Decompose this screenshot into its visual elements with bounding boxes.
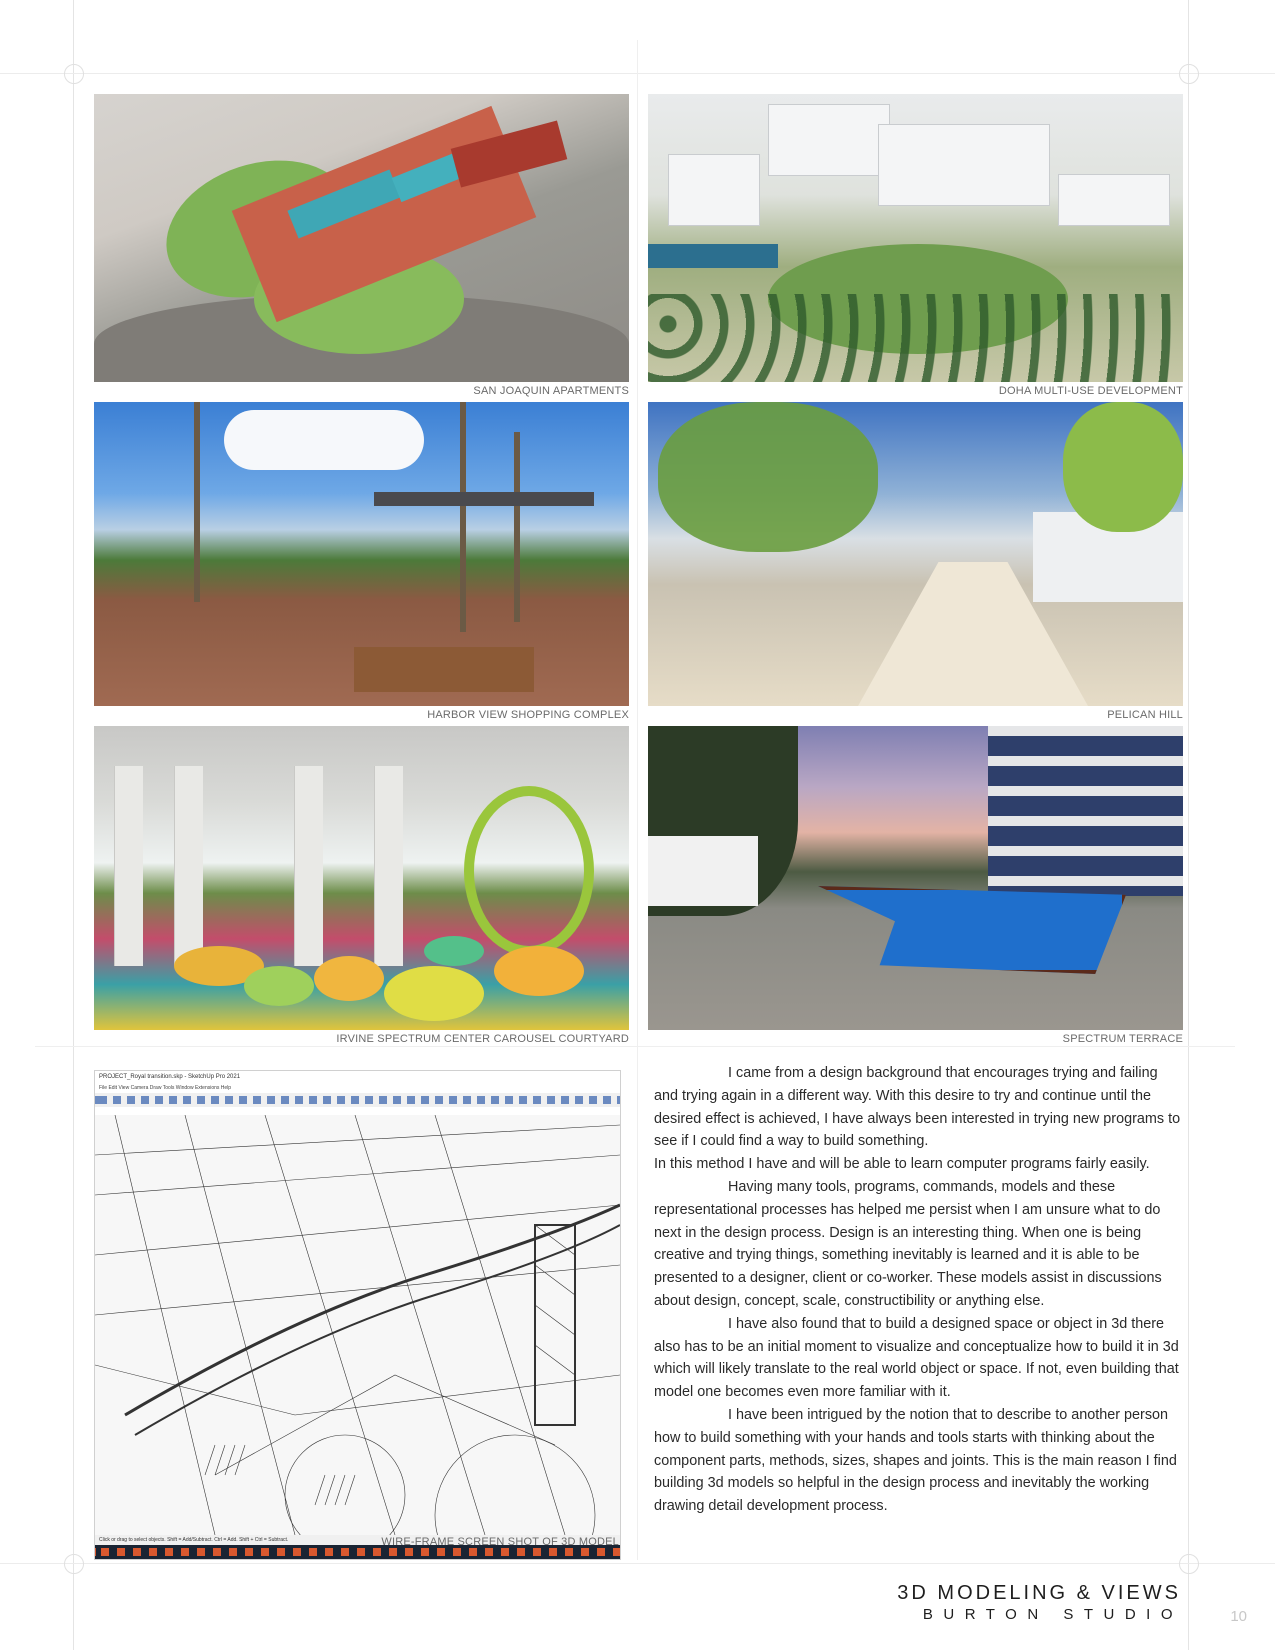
toolbar bbox=[95, 1093, 620, 1107]
guide-line bbox=[73, 0, 74, 1650]
registration-mark bbox=[1179, 64, 1199, 84]
harbor-view-image bbox=[94, 402, 629, 706]
window-title: PROJECT_Royal transition.skp - SketchUp Pro 2021 bbox=[99, 1074, 241, 1080]
pelican-hill-image bbox=[648, 402, 1183, 706]
image-caption: SAN JOAQUIN APARTMENTS bbox=[473, 385, 629, 397]
section-title: 3D MODELING & VIEWS bbox=[897, 1582, 1181, 1604]
row-guide bbox=[35, 1046, 1235, 1047]
spectrum-terrace-image bbox=[648, 726, 1183, 1030]
body-text bbox=[654, 1062, 1184, 1518]
guide-line bbox=[1188, 0, 1189, 1650]
paragraph: I came from a design background that encourages trying and failing and trying again in a different way. With this desire to try and continue until the desired effect is achieved, I have always been interested in trying new programs to see if I could find a way to build something. bbox=[654, 1065, 1181, 1150]
paragraph: In this method I have and will be able to learn computer programs fairly easily. bbox=[654, 1156, 1150, 1173]
registration-mark bbox=[1179, 1554, 1199, 1574]
registration-mark bbox=[64, 1554, 84, 1574]
wireframe-screenshot bbox=[94, 1070, 621, 1560]
paragraph: I have been intrigued by the notion that to describe to another person how to build something with your hands and tools starts with thinking about the component parts, methods, sizes, shapes and joints. This is the main reason I find building 3d models so helpful in the design process and inevitably the working drawing detail development process. bbox=[654, 1406, 1177, 1515]
guide-line bbox=[0, 1563, 1275, 1564]
irvine-carousel-courtyard-image bbox=[94, 726, 629, 1030]
studio-name: BURTON STUDIO bbox=[922, 1606, 1183, 1623]
image-caption: SPECTRUM TERRACE bbox=[1062, 1033, 1183, 1045]
paragraph: Having many tools, programs, commands, models and these representational processes has helped me persist when I am unsure what to do next in the design process. Design is an interesting thing. When one is being creative and trying things, something inevitably is learned and it is able to be presented to a designer, client or co-worker. These models assist in discussions about design, concept, scale, constructibility or anything else. bbox=[654, 1178, 1162, 1309]
registration-mark bbox=[64, 64, 84, 84]
image-caption: DOHA MULTI-USE DEVELOPMENT bbox=[998, 385, 1183, 397]
paragraph: I have also found that to build a designed space or object in 3d there also has to be an initial moment to visualize and conceptualize how to build it in 3d which will likely translate to the real world object or space. If not, even building that model one becomes even more familiar with it. bbox=[654, 1315, 1179, 1401]
center-guide bbox=[637, 40, 638, 1560]
san-joaquin-apartments-image bbox=[94, 94, 629, 382]
wireframe-drawing bbox=[95, 1115, 620, 1535]
page-number: 10 bbox=[1230, 1608, 1247, 1625]
image-caption: PELICAN HILL bbox=[1107, 709, 1183, 721]
doha-multi-use-image bbox=[648, 94, 1183, 382]
status-bar: Click or drag to select objects. Shift = Add/Subtract. Ctrl = Add. Shift + Ctrl = Subtract. bbox=[95, 1535, 620, 1545]
menu-bar: File Edit View Camera Draw Tools Window Extensions Help bbox=[99, 1085, 232, 1091]
image-caption: HARBOR VIEW SHOPPING COMPLEX bbox=[427, 709, 629, 721]
image-caption: IRVINE SPECTRUM CENTER CAROUSEL COURTYARD bbox=[336, 1033, 629, 1045]
image-caption: WIRE-FRAME SCREEN SHOT OF 3D MODEL bbox=[381, 1536, 619, 1548]
wireframe-viewport bbox=[95, 1115, 620, 1535]
